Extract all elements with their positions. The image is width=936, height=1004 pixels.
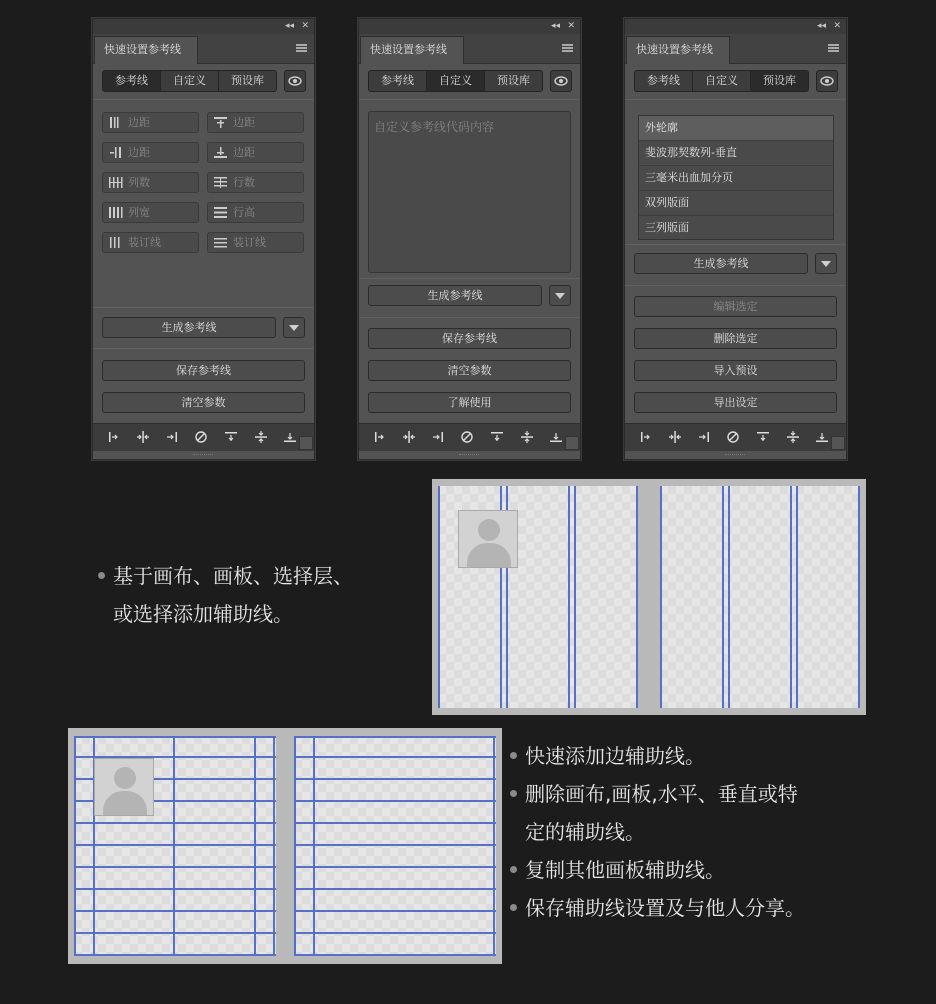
avatar-placeholder-icon xyxy=(458,510,518,568)
feature-item-continued xyxy=(98,595,353,633)
guide-top-icon[interactable] xyxy=(224,430,238,444)
guide-line xyxy=(574,486,576,708)
columns-icon xyxy=(108,176,123,189)
divider xyxy=(359,99,580,100)
margin-top-field[interactable] xyxy=(207,112,304,133)
panel-tab[interactable]: 快速设置参考线 xyxy=(626,36,730,64)
guide-line xyxy=(294,756,496,758)
guide-line xyxy=(568,486,570,708)
preset-list xyxy=(638,115,834,240)
collapse-button[interactable]: ◂◂ xyxy=(550,21,560,31)
field-label: 列宽 xyxy=(128,206,150,219)
avatar-placeholder-icon xyxy=(94,758,154,816)
panel-tabbar xyxy=(625,34,846,64)
visibility-eye-icon[interactable] xyxy=(284,70,306,92)
guide-line xyxy=(660,486,662,708)
feature-item-continued xyxy=(510,813,805,851)
guide-line xyxy=(313,736,315,956)
panel-menu-icon[interactable] xyxy=(828,44,839,52)
tab-guides[interactable]: 参考线 xyxy=(369,71,427,91)
save-guides-button[interactable]: 保存参考线 xyxy=(102,360,305,381)
bullet-dot xyxy=(510,904,517,911)
divider xyxy=(93,307,314,308)
guide-line xyxy=(438,486,440,708)
rows-field[interactable] xyxy=(207,172,304,193)
feature-text: 快速添加边辅助线。 xyxy=(525,744,705,768)
tab-custom[interactable]: 自定义 xyxy=(693,71,751,91)
close-button[interactable]: ✕ xyxy=(833,21,841,31)
feature-text: 删除画布,画板,水平、垂直或特 xyxy=(525,782,798,806)
collapse-button[interactable]: ◂◂ xyxy=(816,21,826,31)
tab-presets[interactable]: 预设库 xyxy=(231,74,264,87)
divider xyxy=(93,99,314,100)
panel-titlebar xyxy=(359,19,580,34)
guide-line xyxy=(74,932,276,934)
panel-tab[interactable]: 快速设置参考线 xyxy=(94,36,198,64)
guide-right-icon[interactable] xyxy=(165,430,179,444)
rows-icon xyxy=(213,176,228,189)
feature-item xyxy=(98,557,353,595)
feature-text: 定的辅助线。 xyxy=(525,820,645,844)
guide-line xyxy=(294,954,496,956)
guide-center-v-icon[interactable] xyxy=(402,430,416,444)
column-guides-illustration xyxy=(432,479,866,715)
divider xyxy=(625,285,846,286)
guide-right-icon[interactable] xyxy=(431,430,445,444)
guide-top-icon[interactable] xyxy=(756,430,770,444)
generate-guides-button[interactable]: 生成参考线 xyxy=(102,317,276,338)
close-button[interactable]: ✕ xyxy=(301,21,309,31)
field-label: 列数 xyxy=(128,176,150,189)
resize-handle[interactable] xyxy=(565,436,579,450)
guide-line xyxy=(74,866,276,868)
field-label: 装订线 xyxy=(128,236,161,249)
guide-line xyxy=(74,736,76,956)
guide-bottom-icon[interactable] xyxy=(283,430,297,444)
panel-menu-icon[interactable] xyxy=(296,44,307,52)
guide-line xyxy=(294,822,496,824)
field-label: 行高 xyxy=(233,206,255,219)
feature-item xyxy=(510,775,805,813)
guide-line xyxy=(294,736,296,956)
guide-line xyxy=(74,910,276,912)
column-width-field[interactable] xyxy=(102,202,199,223)
row-height-icon xyxy=(213,206,228,219)
resize-handle[interactable] xyxy=(299,436,313,450)
feature-list-2 xyxy=(510,737,805,927)
artboard-left xyxy=(74,736,276,956)
feature-text: 复制其他画板辅助线。 xyxy=(525,858,725,882)
gutter-horizontal-field[interactable] xyxy=(207,232,304,253)
guide-bottom-icon[interactable] xyxy=(549,430,563,444)
guide-line xyxy=(294,800,496,802)
tab-guides[interactable]: 参考线 xyxy=(635,71,693,91)
field-label: 装订线 xyxy=(233,236,266,249)
margin-left-icon xyxy=(108,116,123,129)
guide-line xyxy=(273,736,275,956)
tab-presets[interactable]: 预设库 xyxy=(497,74,530,87)
generate-guides-button[interactable]: 生成参考线 xyxy=(368,285,542,306)
guide-right-icon[interactable] xyxy=(697,430,711,444)
field-label: 边距 xyxy=(128,146,150,159)
tab-custom[interactable]: 自定义 xyxy=(161,71,219,91)
guide-line xyxy=(493,736,495,956)
guide-line xyxy=(254,736,256,956)
guide-line xyxy=(796,486,798,708)
preset-list-item[interactable]: 双列版面 xyxy=(639,191,833,216)
preset-list-item[interactable]: 外轮廓 xyxy=(639,116,833,141)
guide-line xyxy=(790,486,792,708)
guide-line xyxy=(294,866,496,868)
guide-line xyxy=(74,888,276,890)
field-label: 边距 xyxy=(233,116,255,129)
artboard-left xyxy=(438,486,638,708)
generate-guides-button[interactable]: 生成参考线 xyxy=(634,253,808,274)
generate-dropdown-button[interactable] xyxy=(549,285,571,306)
panel-tabbar xyxy=(93,34,314,64)
guide-left-icon[interactable] xyxy=(373,430,387,444)
feature-text: 保存辅助线设置及与他人分享。 xyxy=(525,896,805,920)
clear-params-button[interactable]: 清空参数 xyxy=(368,360,571,381)
bullet-dot xyxy=(510,866,517,873)
preset-list-item[interactable]: 三列版面 xyxy=(639,216,833,240)
tab-guides[interactable]: 参考线 xyxy=(103,71,161,91)
divider xyxy=(625,244,846,245)
delete-selected-button[interactable]: 删除选定 xyxy=(634,328,837,349)
collapse-button[interactable]: ◂◂ xyxy=(284,21,294,31)
resize-handle[interactable] xyxy=(831,436,845,450)
row-height-field[interactable] xyxy=(207,202,304,223)
guides-panel-1 xyxy=(92,18,315,460)
margin-bottom-field[interactable] xyxy=(207,142,304,163)
guide-line xyxy=(74,736,276,738)
guide-line xyxy=(74,822,276,824)
divider xyxy=(625,99,846,100)
divider xyxy=(359,278,580,279)
clear-guides-icon[interactable] xyxy=(726,430,740,444)
panel-menu-icon[interactable] xyxy=(562,44,573,52)
guide-center-h-icon[interactable] xyxy=(786,430,800,444)
export-settings-button[interactable]: 导出设定 xyxy=(634,392,837,413)
panel-titlebar xyxy=(625,19,846,34)
save-guides-button[interactable]: 保存参考线 xyxy=(368,328,571,349)
gutter-vertical-icon xyxy=(108,236,123,249)
artboard-right xyxy=(294,736,496,956)
guide-top-icon[interactable] xyxy=(490,430,504,444)
panel-titlebar xyxy=(93,19,314,34)
custom-guide-code-input[interactable] xyxy=(368,111,571,273)
panel-grip[interactable] xyxy=(459,454,479,457)
learn-usage-button[interactable]: 了解使用 xyxy=(368,392,571,413)
guide-line xyxy=(294,778,496,780)
tab-presets[interactable]: 预设库 xyxy=(751,71,808,91)
panel-tabbar xyxy=(359,34,580,64)
margin-right-icon xyxy=(108,146,123,159)
feature-item xyxy=(510,851,805,889)
feature-item xyxy=(510,889,805,927)
gutter-horizontal-icon xyxy=(213,236,228,249)
generate-dropdown-button[interactable] xyxy=(815,253,837,274)
edit-selected-button[interactable]: 编辑选定 xyxy=(634,296,837,317)
column-width-icon xyxy=(108,206,123,219)
artboard-right xyxy=(660,486,860,708)
guide-line xyxy=(294,844,496,846)
guide-line xyxy=(74,844,276,846)
field-label: 边距 xyxy=(233,146,255,159)
guide-left-icon[interactable] xyxy=(107,430,121,444)
guide-center-v-icon[interactable] xyxy=(136,430,150,444)
guide-left-icon[interactable] xyxy=(639,430,653,444)
bullet-dot xyxy=(98,572,105,579)
preset-list-item[interactable]: 斐波那契数列-垂直 xyxy=(639,141,833,166)
panel-grip[interactable] xyxy=(193,454,213,457)
field-label: 行数 xyxy=(233,176,255,189)
mode-switch xyxy=(102,70,277,92)
guide-line xyxy=(173,736,175,956)
bullet-dot xyxy=(510,752,517,759)
guide-line xyxy=(74,954,276,956)
guide-center-h-icon[interactable] xyxy=(520,430,534,444)
guide-line xyxy=(294,888,496,890)
clear-guides-icon[interactable] xyxy=(460,430,474,444)
guides-panel-3 xyxy=(624,18,847,460)
guide-bottom-icon[interactable] xyxy=(815,430,829,444)
guide-center-h-icon[interactable] xyxy=(254,430,268,444)
clear-guides-icon[interactable] xyxy=(194,430,208,444)
guide-line xyxy=(636,486,638,708)
feature-item xyxy=(510,737,805,775)
field-label: 边距 xyxy=(128,116,150,129)
guide-line xyxy=(722,486,724,708)
divider xyxy=(93,348,314,349)
bullet-dot xyxy=(510,790,517,797)
grid-guides-illustration xyxy=(68,728,502,964)
guide-line xyxy=(294,736,496,738)
guide-toolbar xyxy=(625,423,846,451)
feature-text: 基于画布、画板、选择层、 xyxy=(113,564,353,588)
panel-grip[interactable] xyxy=(725,454,745,457)
margin-top-icon xyxy=(213,116,228,129)
generate-dropdown-button[interactable] xyxy=(283,317,305,338)
mode-switch xyxy=(368,70,543,92)
close-button[interactable]: ✕ xyxy=(567,21,575,31)
mode-switch xyxy=(634,70,809,92)
guide-toolbar xyxy=(359,423,580,451)
import-presets-button[interactable]: 导入预设 xyxy=(634,360,837,381)
margin-left-field[interactable] xyxy=(102,112,199,133)
guides-panel-2 xyxy=(358,18,581,460)
divider xyxy=(359,317,580,318)
feature-text: 或选择添加辅助线。 xyxy=(113,602,293,626)
guide-line xyxy=(858,486,860,708)
margin-right-field[interactable] xyxy=(102,142,199,163)
guide-center-v-icon[interactable] xyxy=(668,430,682,444)
preset-list-item[interactable]: 三毫米出血加分页 xyxy=(639,166,833,191)
guide-line xyxy=(294,910,496,912)
panel-tab[interactable]: 快速设置参考线 xyxy=(360,36,464,64)
margin-bottom-icon xyxy=(213,146,228,159)
custom-code-placeholder: 自定义参考线代码内容 xyxy=(374,120,495,134)
visibility-eye-icon[interactable] xyxy=(550,70,572,92)
tab-custom[interactable]: 自定义 xyxy=(427,71,485,91)
gutter-vertical-field[interactable] xyxy=(102,232,199,253)
feature-list-1 xyxy=(98,557,353,633)
guide-line xyxy=(294,932,496,934)
clear-params-button[interactable]: 清空参数 xyxy=(102,392,305,413)
guide-line xyxy=(728,486,730,708)
guide-toolbar xyxy=(93,423,314,451)
visibility-eye-icon[interactable] xyxy=(816,70,838,92)
columns-field[interactable] xyxy=(102,172,199,193)
